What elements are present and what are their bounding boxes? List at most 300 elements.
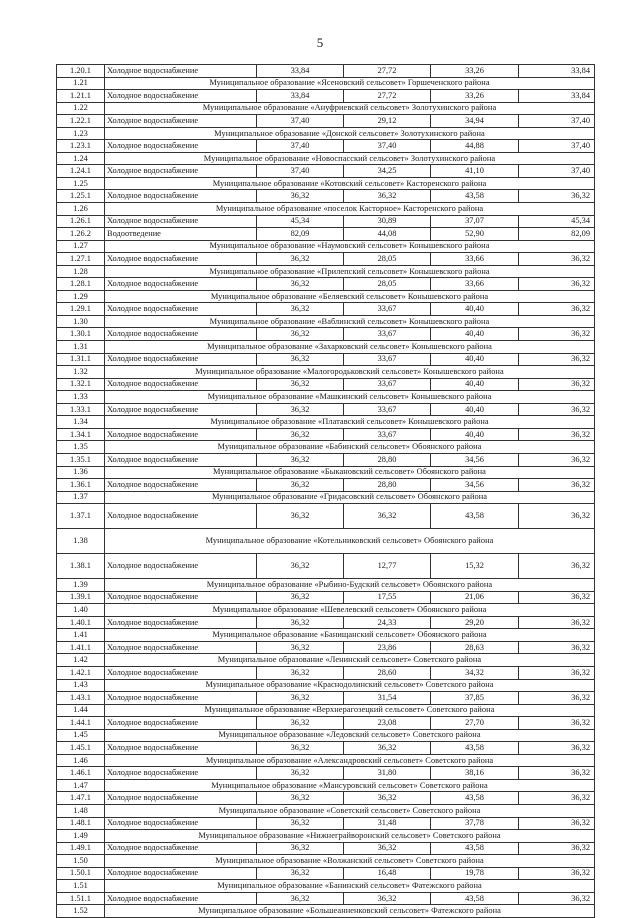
tariff-value-1: 36,32 [257,817,344,830]
service-row [57,228,595,241]
row-number: 1.50 [57,855,105,868]
municipality-name: Муниципальное образование «Мансуровский сельсовет» Советского района [105,779,595,792]
row-number: 1.40.1 [57,616,105,629]
tariff-value-2: 28,05 [344,278,431,291]
row-number: 1.32.1 [57,378,105,391]
tariff-value-4: 36,32 [519,554,595,579]
service-row [57,717,595,730]
service-name: Холодное водоснабжение [105,140,257,153]
tariff-table [56,64,595,918]
row-number: 1.21.1 [57,90,105,103]
tariff-value-1: 36,32 [257,453,344,466]
tariff-value-4: 36,32 [519,504,595,529]
tariff-value-4: 36,32 [519,767,595,780]
municipality-name: Муниципальное образование «Верхнерагозецкий сельсовет» Советского района [105,704,595,717]
municipality-name: Муниципальное образование «Бабинский сельсовет» Обоянского района [105,441,595,454]
tariff-value-2: 23,86 [344,641,431,654]
tariff-value-4: 36,32 [519,641,595,654]
tariff-value-1: 36,32 [257,378,344,391]
tariff-value-3: 43,58 [431,792,519,805]
service-row [57,842,595,855]
tariff-value-4: 36,32 [519,616,595,629]
service-name: Холодное водоснабжение [105,303,257,316]
tariff-value-1: 36,32 [257,190,344,203]
municipality-row [57,529,595,554]
tariff-value-3: 34,32 [431,666,519,679]
tariff-value-3: 37,07 [431,215,519,228]
row-number: 1.37.1 [57,504,105,529]
service-row [57,353,595,366]
row-number: 1.30.1 [57,328,105,341]
row-number: 1.28 [57,265,105,278]
tariff-value-2: 30,89 [344,215,431,228]
row-number: 1.34 [57,416,105,429]
service-row [57,453,595,466]
municipality-row [57,654,595,667]
service-name: Холодное водоснабжение [105,554,257,579]
tariff-value-2: 28,80 [344,453,431,466]
municipality-name: Муниципальное образование «Гридасовский сельсовет» Обоянского района [105,491,595,504]
row-number: 1.23.1 [57,140,105,153]
municipality-name: Муниципальное образование «Захарковский сельсовет» Конышевского района [105,341,595,354]
tariff-value-1: 36,32 [257,554,344,579]
tariff-value-1: 36,32 [257,504,344,529]
tariff-value-3: 28,63 [431,641,519,654]
tariff-value-2: 24,33 [344,616,431,629]
row-number: 1.43 [57,679,105,692]
row-number: 1.51 [57,880,105,893]
row-number: 1.35.1 [57,453,105,466]
tariff-value-1: 82,09 [257,228,344,241]
row-number: 1.49.1 [57,842,105,855]
row-number: 1.42.1 [57,666,105,679]
service-name: Холодное водоснабжение [105,616,257,629]
service-row [57,792,595,805]
tariff-value-3: 27,70 [431,717,519,730]
tariff-value-4: 36,32 [519,403,595,416]
row-number: 1.23 [57,127,105,140]
row-number: 1.36 [57,466,105,479]
municipality-name: Муниципальное образование «Советский сельсовет» Советского района [105,804,595,817]
row-number: 1.25.1 [57,190,105,203]
service-name: Холодное водоснабжение [105,717,257,730]
row-number: 1.24 [57,152,105,165]
municipality-row [57,830,595,843]
tariff-value-4: 36,32 [519,253,595,266]
row-number: 1.24.1 [57,165,105,178]
tariff-value-4: 36,32 [519,792,595,805]
row-number: 1.50.1 [57,867,105,880]
service-row [57,767,595,780]
row-number: 1.27.1 [57,253,105,266]
tariff-value-1: 36,32 [257,328,344,341]
tariff-value-4: 36,32 [519,591,595,604]
tariff-table-body [57,65,595,918]
row-number: 1.45 [57,729,105,742]
tariff-value-3: 33,26 [431,90,519,103]
row-number: 1.47.1 [57,792,105,805]
tariff-value-2: 27,72 [344,65,431,78]
municipality-row [57,754,595,767]
row-number: 1.37 [57,491,105,504]
municipality-name: Муниципальное образование «Малогородьковский сельсовет» Конышевского района [105,366,595,379]
tariff-value-2: 27,72 [344,90,431,103]
municipality-name: Муниципальное образование «Шевелевский сельсовет» Обоянского района [105,604,595,617]
tariff-value-1: 36,32 [257,428,344,441]
tariff-value-3: 34,56 [431,479,519,492]
service-name: Холодное водоснабжение [105,666,257,679]
municipality-name: Муниципальное образование «Нижнеграйворонский сельсовет» Советского района [105,830,595,843]
municipality-row [57,203,595,216]
row-number: 1.44.1 [57,717,105,730]
tariff-value-3: 19,78 [431,867,519,880]
tariff-value-4: 37,40 [519,140,595,153]
tariff-value-2: 44,08 [344,228,431,241]
municipality-row [57,265,595,278]
municipality-row [57,466,595,479]
row-number: 1.21 [57,77,105,90]
tariff-value-3: 15,32 [431,554,519,579]
row-number: 1.25 [57,177,105,190]
service-row [57,692,595,705]
municipality-row [57,391,595,404]
row-number: 1.33 [57,391,105,404]
municipality-name: Муниципальное образование «Ануфриевский сельсовет» Золотухинского района [105,102,595,115]
tariff-value-1: 37,40 [257,115,344,128]
tariff-value-1: 36,32 [257,616,344,629]
municipality-name: Муниципальное образование «Ледовский сельсовет» Советского района [105,729,595,742]
service-row [57,892,595,905]
tariff-value-2: 36,32 [344,190,431,203]
tariff-value-3: 33,66 [431,253,519,266]
municipality-row [57,629,595,642]
tariff-value-2: 31,54 [344,692,431,705]
row-number: 1.39 [57,579,105,592]
row-number: 1.41 [57,629,105,642]
tariff-value-2: 28,80 [344,479,431,492]
municipality-row [57,152,595,165]
row-number: 1.42 [57,654,105,667]
service-name: Холодное водоснабжение [105,353,257,366]
municipality-name: Муниципальное образование «Рыбино-Будский сельсовет» Обоянского района [105,579,595,592]
tariff-value-2: 23,08 [344,717,431,730]
municipality-name: Муниципальное образование «Ясеновский сельсовет» Горшеченского района [105,77,595,90]
service-row [57,328,595,341]
row-number: 1.52 [57,905,105,918]
municipality-row [57,905,595,918]
service-name: Холодное водоснабжение [105,190,257,203]
tariff-value-1: 33,84 [257,65,344,78]
tariff-value-4: 36,32 [519,842,595,855]
tariff-value-3: 38,16 [431,767,519,780]
municipality-name: Муниципальное образование «Большеанненковский сельсовет» Фатежского района [105,905,595,918]
tariff-value-4: 82,09 [519,228,595,241]
tariff-value-1: 36,32 [257,792,344,805]
service-name: Холодное водоснабжение [105,215,257,228]
service-name: Холодное водоснабжение [105,428,257,441]
row-number: 1.32 [57,366,105,379]
tariff-value-4: 36,32 [519,666,595,679]
municipality-row [57,127,595,140]
tariff-value-2: 16,48 [344,867,431,880]
municipality-row [57,77,595,90]
tariff-value-3: 44,88 [431,140,519,153]
tariff-value-4: 36,32 [519,428,595,441]
municipality-row [57,604,595,617]
municipality-name: Муниципальное образование «Александровский сельсовет» Советского района [105,754,595,767]
row-number: 1.35 [57,441,105,454]
tariff-value-1: 36,32 [257,353,344,366]
municipality-name: Муниципальное образование «Донской сельсовет» Золотухинского района [105,127,595,140]
tariff-value-2: 31,80 [344,767,431,780]
service-row [57,554,595,579]
tariff-value-3: 40,40 [431,353,519,366]
service-name: Холодное водоснабжение [105,892,257,905]
tariff-value-2: 36,32 [344,892,431,905]
service-name: Холодное водоснабжение [105,842,257,855]
tariff-value-3: 33,66 [431,278,519,291]
tariff-value-4: 36,32 [519,817,595,830]
service-row [57,479,595,492]
tariff-value-4: 36,32 [519,453,595,466]
row-number: 1.48.1 [57,817,105,830]
tariff-value-1: 36,32 [257,641,344,654]
row-number: 1.27 [57,240,105,253]
municipality-name: Муниципальное образование «Новоспасский сельсовет» Золотухинского района [105,152,595,165]
row-number: 1.49 [57,830,105,843]
tariff-value-2: 28,60 [344,666,431,679]
row-number: 1.33.1 [57,403,105,416]
row-number: 1.46 [57,754,105,767]
service-row [57,666,595,679]
service-name: Холодное водоснабжение [105,453,257,466]
service-row [57,428,595,441]
municipality-name: Муниципальное образование «Прилепский сельсовет» Конышевского района [105,265,595,278]
municipality-name: Муниципальное образование «Ленинский сельсовет» Советского района [105,654,595,667]
tariff-value-2: 33,67 [344,353,431,366]
tariff-value-1: 33,84 [257,90,344,103]
municipality-row [57,416,595,429]
municipality-name: Муниципальное образование «Быкановский сельсовет» Обоянского района [105,466,595,479]
row-number: 1.28.1 [57,278,105,291]
tariff-value-1: 36,32 [257,767,344,780]
tariff-value-1: 36,32 [257,403,344,416]
tariff-value-1: 36,32 [257,742,344,755]
tariff-value-2: 33,67 [344,328,431,341]
tariff-value-1: 36,32 [257,666,344,679]
municipality-name: Муниципальное образование «Банищанский сельсовет» Обоянского района [105,629,595,642]
row-number: 1.48 [57,804,105,817]
row-number: 1.46.1 [57,767,105,780]
row-number: 1.26.2 [57,228,105,241]
service-row [57,591,595,604]
service-row [57,867,595,880]
municipality-name: Муниципальное образование «Наумовский сельсовет» Конышевского района [105,240,595,253]
tariff-value-2: 28,05 [344,253,431,266]
service-row [57,253,595,266]
tariff-value-4: 36,32 [519,692,595,705]
row-number: 1.26.1 [57,215,105,228]
tariff-value-2: 36,32 [344,742,431,755]
tariff-value-3: 43,58 [431,742,519,755]
service-row [57,278,595,291]
tariff-value-1: 36,32 [257,692,344,705]
tariff-value-4: 37,40 [519,115,595,128]
municipality-name: Муниципальное образование «Беляевский сельсовет» Конышевского района [105,290,595,303]
tariff-value-3: 34,56 [431,453,519,466]
service-name: Холодное водоснабжение [105,253,257,266]
tariff-value-4: 36,32 [519,303,595,316]
municipality-row [57,704,595,717]
service-row [57,165,595,178]
tariff-value-1: 36,32 [257,303,344,316]
tariff-value-1: 36,32 [257,892,344,905]
tariff-value-3: 40,40 [431,303,519,316]
tariff-value-2: 33,67 [344,428,431,441]
row-number: 1.38 [57,529,105,554]
tariff-value-1: 36,32 [257,278,344,291]
service-row [57,403,595,416]
tariff-value-3: 29,20 [431,616,519,629]
row-number: 1.31.1 [57,353,105,366]
municipality-name: Муниципальное образование «Ваблинский сельсовет» Конышевского района [105,315,595,328]
service-name: Холодное водоснабжение [105,817,257,830]
tariff-value-3: 40,40 [431,428,519,441]
municipality-row [57,579,595,592]
tariff-value-4: 36,32 [519,742,595,755]
tariff-value-3: 40,40 [431,328,519,341]
municipality-row [57,855,595,868]
row-number: 1.38.1 [57,554,105,579]
municipality-row [57,290,595,303]
row-number: 1.34.1 [57,428,105,441]
municipality-row [57,804,595,817]
row-number: 1.36.1 [57,479,105,492]
row-number: 1.26 [57,203,105,216]
tariff-value-2: 36,32 [344,504,431,529]
municipality-row [57,177,595,190]
tariff-value-1: 45,34 [257,215,344,228]
row-number: 1.40 [57,604,105,617]
service-name: Холодное водоснабжение [105,742,257,755]
service-row [57,140,595,153]
municipality-name: Муниципальное образование «Платавский сельсовет» Конышевского района [105,416,595,429]
municipality-row [57,441,595,454]
row-number: 1.22 [57,102,105,115]
service-row [57,817,595,830]
municipality-name: Муниципальное образование «Краснодолинский сельсовет» Советского района [105,679,595,692]
tariff-value-2: 33,67 [344,403,431,416]
municipality-name: Муниципальное образование «Банинский сельсовет» Фатежского района [105,880,595,893]
service-row [57,303,595,316]
service-name: Холодное водоснабжение [105,641,257,654]
tariff-value-3: 34,94 [431,115,519,128]
row-number: 1.29.1 [57,303,105,316]
service-name: Холодное водоснабжение [105,403,257,416]
tariff-value-1: 36,32 [257,253,344,266]
service-name: Холодное водоснабжение [105,504,257,529]
municipality-row [57,880,595,893]
service-name: Холодное водоснабжение [105,591,257,604]
municipality-row [57,341,595,354]
service-name: Холодное водоснабжение [105,90,257,103]
tariff-value-3: 40,40 [431,378,519,391]
municipality-row [57,679,595,692]
tariff-value-4: 36,32 [519,278,595,291]
municipality-row [57,102,595,115]
row-number: 1.29 [57,290,105,303]
municipality-row [57,240,595,253]
row-number: 1.31 [57,341,105,354]
service-row [57,215,595,228]
service-name: Холодное водоснабжение [105,65,257,78]
service-row [57,742,595,755]
row-number: 1.41.1 [57,641,105,654]
tariff-value-3: 43,58 [431,842,519,855]
tariff-value-1: 36,32 [257,842,344,855]
service-row [57,65,595,78]
tariff-value-2: 17,55 [344,591,431,604]
tariff-value-3: 43,58 [431,504,519,529]
tariff-value-3: 37,85 [431,692,519,705]
service-row [57,641,595,654]
service-row [57,115,595,128]
row-number: 1.43.1 [57,692,105,705]
tariff-value-4: 36,32 [519,892,595,905]
tariff-value-3: 43,58 [431,190,519,203]
row-number: 1.44 [57,704,105,717]
tariff-value-3: 41,10 [431,165,519,178]
service-row [57,90,595,103]
tariff-value-2: 36,32 [344,842,431,855]
tariff-value-4: 33,84 [519,90,595,103]
tariff-value-3: 43,58 [431,892,519,905]
tariff-value-3: 21,06 [431,591,519,604]
service-name: Холодное водоснабжение [105,792,257,805]
municipality-name: Муниципальное образование «Котовский сельсовет» Касторенского района [105,177,595,190]
tariff-value-1: 36,32 [257,867,344,880]
tariff-value-4: 36,32 [519,378,595,391]
tariff-value-4: 36,32 [519,867,595,880]
service-name: Холодное водоснабжение [105,328,257,341]
tariff-value-2: 29,12 [344,115,431,128]
municipality-name: Муниципальное образование «Волжанский сельсовет» Советского района [105,855,595,868]
service-name: Холодное водоснабжение [105,378,257,391]
tariff-value-1: 36,32 [257,479,344,492]
service-name: Холодное водоснабжение [105,479,257,492]
service-row [57,504,595,529]
service-row [57,190,595,203]
tariff-value-4: 36,32 [519,190,595,203]
municipality-row [57,729,595,742]
service-name: Холодное водоснабжение [105,767,257,780]
tariff-value-2: 33,67 [344,303,431,316]
tariff-value-4: 36,32 [519,328,595,341]
service-row [57,378,595,391]
row-number: 1.47 [57,779,105,792]
service-name: Холодное водоснабжение [105,867,257,880]
row-number: 1.51.1 [57,892,105,905]
tariff-value-3: 52,90 [431,228,519,241]
tariff-value-2: 34,25 [344,165,431,178]
tariff-value-1: 37,40 [257,165,344,178]
tariff-value-2: 37,40 [344,140,431,153]
tariff-value-2: 12,77 [344,554,431,579]
tariff-value-1: 37,40 [257,140,344,153]
tariff-value-1: 36,32 [257,717,344,730]
tariff-value-4: 33,84 [519,65,595,78]
tariff-value-3: 37,78 [431,817,519,830]
